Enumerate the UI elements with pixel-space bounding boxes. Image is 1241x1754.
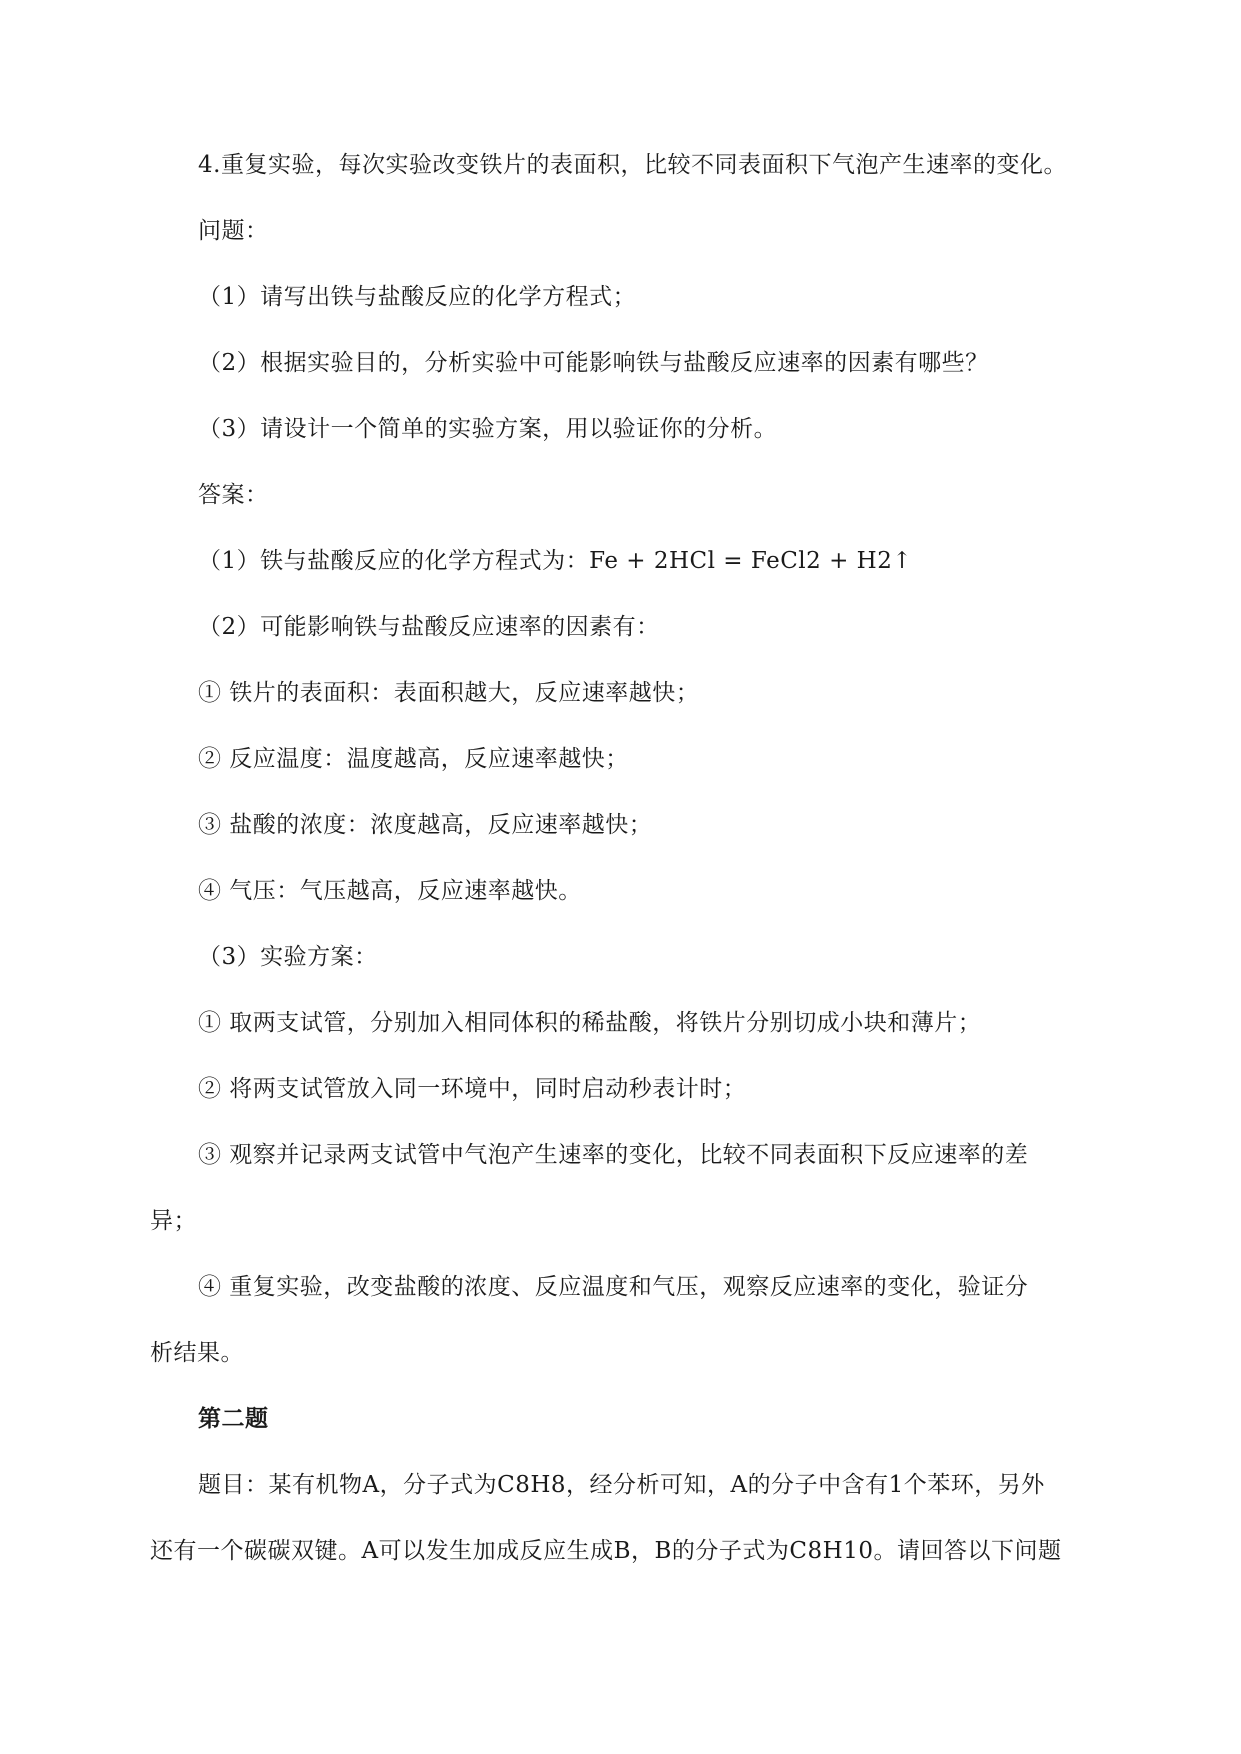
answer-1: （1）铁与盐酸反应的化学方程式为：Fe + 2HCl = FeCl2 + H2↑ bbox=[198, 548, 913, 574]
answer-3-intro: （3）实验方案： bbox=[198, 944, 378, 970]
factor-3: ③ 盐酸的浓度：浓度越高，反应速率越快； bbox=[198, 812, 653, 838]
section-heading-question-2: 第二题 bbox=[198, 1405, 269, 1432]
plan-step-4: ④ 重复实验，改变盐酸的浓度、反应温度和气压，观察反应速率的变化，验证分 bbox=[198, 1274, 1029, 1300]
question-2-prompt-continued: 还有一个碳碳双键。A可以发生加成反应生成B，B的分子式为C8H10。请回答以下问题 bbox=[150, 1538, 1062, 1564]
factor-1: ① 铁片的表面积：表面积越大，反应速率越快； bbox=[198, 680, 700, 706]
plan-step-3: ③ 观察并记录两支试管中气泡产生速率的变化，比较不同表面积下反应速率的差 bbox=[198, 1142, 1029, 1168]
plan-step-3-continued: 异； bbox=[150, 1208, 197, 1234]
plan-step-2: ② 将两支试管放入同一环境中，同时启动秒表计时； bbox=[198, 1076, 747, 1102]
question-2-prompt: 题目：某有机物A，分子式为C8H8，经分析可知，A的分子中含有1个苯环，另外 bbox=[198, 1472, 1045, 1498]
text-line-step-4: 4.重复实验，每次实验改变铁片的表面积，比较不同表面积下气泡产生速率的变化。 bbox=[198, 152, 1067, 178]
question-1: （1）请写出铁与盐酸反应的化学方程式； bbox=[198, 284, 637, 310]
plan-step-1: ① 取两支试管，分别加入相同体积的稀盐酸，将铁片分别切成小块和薄片； bbox=[198, 1010, 982, 1036]
answer-2-intro: （2）可能影响铁与盐酸反应速率的因素有： bbox=[198, 614, 660, 640]
question-2: （2）根据实验目的，分析实验中可能影响铁与盐酸反应速率的因素有哪些？ bbox=[198, 350, 989, 376]
question-3: （3）请设计一个简单的实验方案，用以验证你的分析。 bbox=[198, 416, 778, 442]
plan-step-4-continued: 析结果。 bbox=[150, 1340, 244, 1366]
factor-2: ② 反应温度：温度越高，反应速率越快； bbox=[198, 746, 629, 772]
factor-4: ④ 气压：气压越高，反应速率越快。 bbox=[198, 878, 582, 904]
questions-heading: 问题： bbox=[198, 218, 269, 244]
answers-heading: 答案： bbox=[198, 482, 269, 508]
